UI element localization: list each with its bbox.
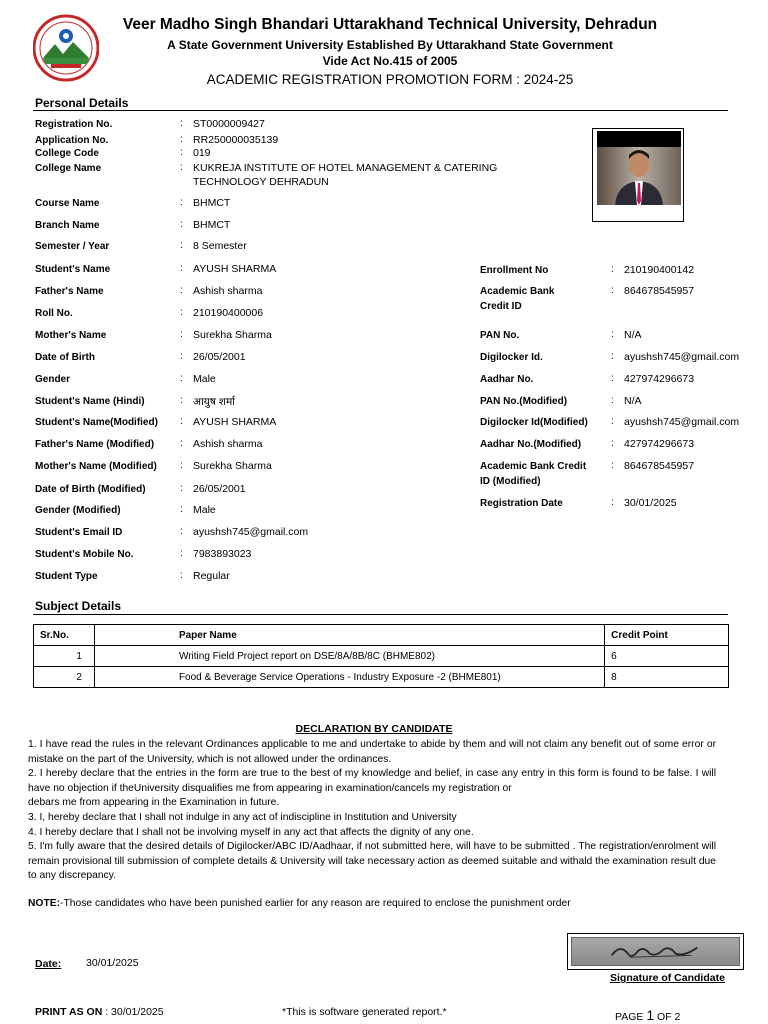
print-value: : 30/01/2025: [105, 1006, 164, 1018]
field-label: Student's Name(Modified): [35, 417, 158, 428]
form-title: ACADEMIC REGISTRATION PROMOTION FORM : 2024-25: [206, 72, 574, 87]
field-colon: :: [611, 264, 614, 275]
field-value: Regular: [193, 570, 230, 582]
field-value: BHMCT: [193, 219, 231, 231]
field-label: Application No.: [35, 135, 109, 146]
field-colon: :: [180, 504, 183, 515]
field-colon: :: [180, 263, 183, 274]
field-label: Digilocker Id.: [480, 352, 543, 363]
field-colon: :: [180, 329, 183, 340]
field-label: Registration Date: [480, 498, 563, 509]
field-value: AYUSH SHARMA: [193, 416, 277, 428]
field-colon: :: [180, 162, 183, 173]
field-colon: :: [180, 483, 183, 494]
row-credit-point: 8: [605, 667, 729, 688]
field-value: BHMCT: [193, 197, 231, 209]
field-value: N/A: [624, 395, 642, 407]
field-colon: :: [180, 219, 183, 230]
field-value: 7983893023: [193, 548, 252, 560]
subject-details-heading: Subject Details: [35, 599, 122, 613]
row-sr-no: 1: [34, 646, 95, 667]
software-note: *This is software generated report.*: [282, 1006, 447, 1018]
field-label: Father's Name (Modified): [35, 439, 155, 450]
declaration-item: debars me from appearing in the Examination in future.: [28, 797, 280, 809]
table-row: [34, 667, 729, 688]
field-label: Registration No.: [35, 119, 113, 130]
declaration-item: 5. I'm fully aware that the desired details of Digilocker/ABC ID/Aadhaar, if not submitted here, will have to be submitted . The registration/enrolment will remain provisional till submission of complete details & University will take necessary action as deemed suitable and withald the examination result due to any discrepancy.: [28, 841, 716, 882]
field-colon: :: [180, 548, 183, 559]
field-value: ayushsh745@gmail.com: [624, 416, 740, 428]
field-value: Male: [193, 504, 216, 516]
field-value: KUKREJA INSTITUTE OF HOTEL MANAGEMENT & CATERING: [193, 162, 498, 174]
field-colon: :: [180, 416, 183, 427]
field-label: Academic Bank Credit: [480, 461, 587, 472]
personal-details-heading: Personal Details: [35, 96, 129, 110]
field-value: ayushsh745@gmail.com: [624, 351, 740, 363]
field-colon: :: [180, 134, 183, 145]
signature-box: [567, 933, 744, 970]
header-paper-name: Paper Name: [94, 625, 604, 646]
field-colon: :: [611, 373, 614, 384]
field-value: AYUSH SHARMA: [193, 263, 277, 275]
field-label: Enrollment No: [480, 265, 549, 276]
field-value: 26/05/2001: [193, 351, 246, 363]
page-indicator: [615, 1007, 680, 1023]
print-label: PRINT AS ON: [35, 1006, 103, 1018]
field-value: RR250000035139: [193, 134, 279, 146]
field-colon: :: [180, 460, 183, 471]
field-label: Student's Email ID: [35, 527, 123, 538]
field-colon: :: [180, 351, 183, 362]
field-colon: :: [180, 197, 183, 208]
field-value: ayushsh745@gmail.com: [193, 526, 309, 538]
field-value: 26/05/2001: [193, 483, 246, 495]
field-colon: :: [180, 118, 183, 129]
field-label: College Name: [35, 163, 102, 174]
header-sr-no: Sr.No.: [34, 625, 95, 646]
field-label: Semester / Year: [35, 241, 110, 252]
field-label: Gender: [35, 374, 71, 385]
field-label: Course Name: [35, 198, 100, 209]
page-number: 1: [646, 1007, 655, 1023]
date-label: Date:: [35, 958, 62, 970]
field-label: Mother's Name: [35, 330, 107, 341]
field-colon: :: [611, 395, 614, 406]
field-label: Student's Name (Hindi): [35, 396, 145, 407]
field-value: TECHNOLOGY DEHRADUN: [193, 176, 329, 188]
field-colon: :: [611, 460, 614, 471]
field-colon: :: [180, 395, 183, 406]
field-label: Branch Name: [35, 220, 100, 231]
student-photo: [592, 128, 684, 222]
field-label: Student's Mobile No.: [35, 549, 134, 560]
declaration-item: 3. I, hereby declare that I shall not indulge in any act of indiscipline in Institution and University: [28, 811, 457, 823]
field-value: N/A: [624, 329, 642, 341]
personal-divider: [33, 110, 728, 111]
field-colon: :: [180, 570, 183, 581]
field-label: Gender (Modified): [35, 505, 121, 516]
field-colon: :: [180, 240, 183, 251]
field-label: Credit ID: [480, 301, 522, 312]
print-as-on: [35, 1006, 164, 1018]
table-row: [34, 646, 729, 667]
field-label: College Code: [35, 148, 99, 159]
student-photo-image: [593, 129, 684, 222]
date-value: 30/01/2025: [86, 957, 139, 969]
field-label: Digilocker Id(Modified): [480, 417, 588, 428]
field-label: Father's Name: [35, 286, 104, 297]
note-label: NOTE:: [28, 898, 61, 909]
field-value: 210190400006: [193, 307, 264, 319]
header-credit-point: Credit Point: [605, 625, 729, 646]
field-value: 864678545957: [624, 285, 695, 297]
field-label: Mother's Name (Modified): [35, 461, 157, 472]
subject-header-row: [34, 625, 729, 646]
field-colon: :: [611, 285, 614, 296]
note: [28, 898, 571, 909]
field-colon: :: [180, 285, 183, 296]
field-value: Surekha Sharma: [193, 460, 272, 472]
page-suffix: OF 2: [657, 1011, 681, 1023]
university-act: Vide Act No.415 of 2005: [322, 54, 458, 68]
page-prefix: PAGE: [615, 1011, 644, 1023]
field-value: ST0000009427: [193, 118, 265, 130]
field-label: Date of Birth (Modified): [35, 484, 146, 495]
university-name: Veer Madho Singh Bhandari Uttarakhand Technical University, Dehradun: [122, 16, 658, 33]
field-colon: :: [611, 351, 614, 362]
field-colon: :: [180, 373, 183, 384]
field-colon: :: [611, 438, 614, 449]
university-subtitle: A State Government University Established By Uttarakhand State Government: [167, 38, 613, 52]
field-value: 427974296673: [624, 438, 695, 450]
field-colon: :: [180, 307, 183, 318]
declaration-body: [28, 738, 716, 884]
field-value: आयुष शर्मा: [193, 396, 235, 408]
field-value: Male: [193, 373, 216, 385]
field-value: Ashish sharma: [193, 438, 263, 450]
field-value: 864678545957: [624, 460, 695, 472]
field-value: 30/01/2025: [624, 497, 677, 509]
field-label: ID (Modified): [480, 476, 541, 487]
declaration-item: 2. I hereby declare that the entries in the form are true to the best of my knowledge and belief, in case any entry in this form is found to be false. I will have no objection if theUniversity disqualifies me from appearing in examination/cancels my registration or: [28, 768, 716, 794]
signature-scribble: [572, 938, 739, 965]
row-paper-name: Food & Beverage Service Operations - Industry Exposure -2 (BHME801): [94, 667, 604, 688]
university-logo: [33, 14, 99, 84]
field-colon: :: [180, 526, 183, 537]
field-label: PAN No.: [480, 330, 520, 341]
field-colon: :: [611, 416, 614, 427]
field-value: 8 Semester: [193, 240, 247, 252]
field-colon: :: [611, 329, 614, 340]
row-paper-name: Writing Field Project report on DSE/8A/8B/8C (BHME802): [94, 646, 604, 667]
declaration-title: DECLARATION BY CANDIDATE: [295, 723, 453, 735]
field-label: Student Type: [35, 571, 98, 582]
signature-label: Signature of Candidate: [610, 972, 725, 984]
subject-table: [33, 624, 729, 688]
declaration-item: 4. I hereby declare that I shall not be involving myself in any act that affects the dignity of any one.: [28, 826, 474, 838]
field-colon: :: [180, 438, 183, 449]
declaration-item: 1. I have read the rules in the relevant Ordinances applicable to me and undertake to abide by them and will not claim any benefit out of some error or mistake on the part of the University, which is not allowed under the ordinances.: [28, 739, 716, 765]
field-label: Date of Birth: [35, 352, 95, 363]
row-credit-point: 6: [605, 646, 729, 667]
signature-image: [571, 937, 740, 966]
field-colon: :: [611, 497, 614, 508]
field-value: 427974296673: [624, 373, 695, 385]
field-value: Surekha Sharma: [193, 329, 272, 341]
field-label: Aadhar No.(Modified): [480, 439, 582, 450]
field-value: Ashish sharma: [193, 285, 263, 297]
field-value: 210190400142: [624, 264, 695, 276]
subject-divider: [33, 614, 728, 615]
note-text: -Those candidates who have been punished earlier for any reason are required to enclose the punishment order: [60, 898, 571, 909]
field-label: Academic Bank: [480, 286, 555, 297]
field-label: Student's Name: [35, 264, 111, 275]
field-label: PAN No.(Modified): [480, 396, 568, 407]
field-colon: :: [180, 147, 183, 158]
field-label: Aadhar No.: [480, 374, 534, 385]
field-label: Roll No.: [35, 308, 73, 319]
field-value: 019: [193, 147, 211, 159]
row-sr-no: 2: [34, 667, 95, 688]
